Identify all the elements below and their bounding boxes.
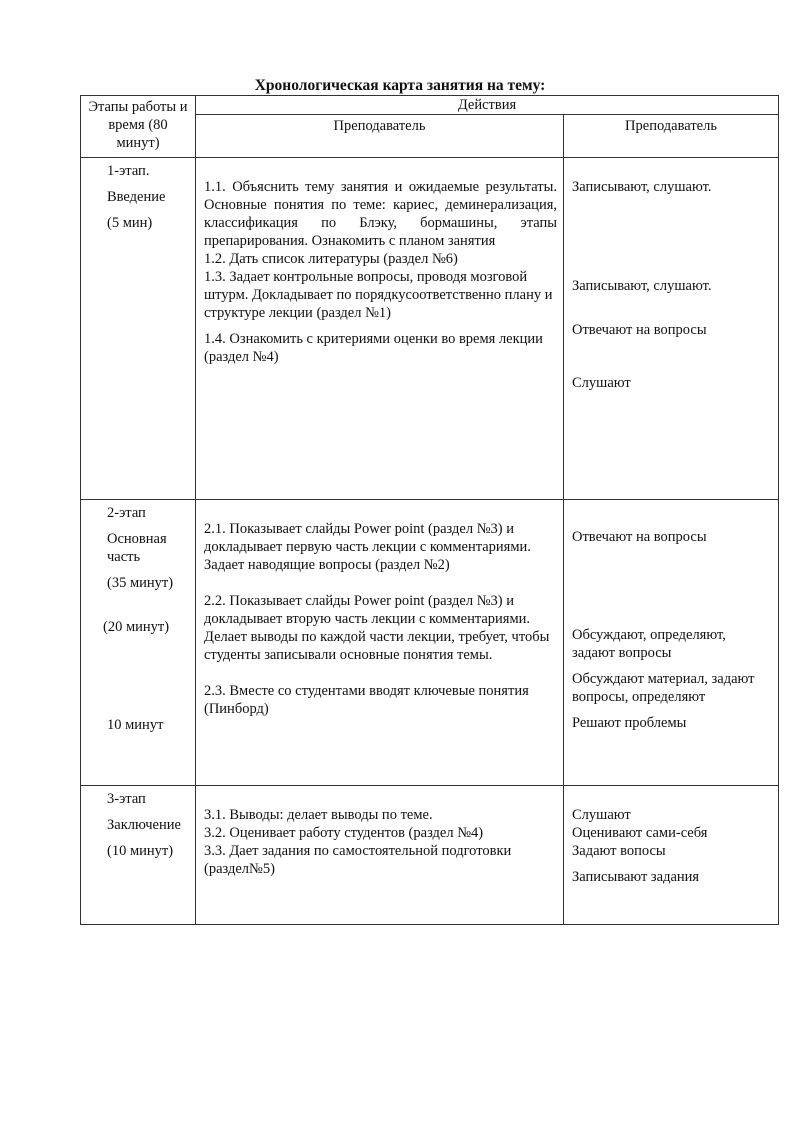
- stud2-3: Обсуждают материал, задают вопросы, определяют: [572, 671, 755, 705]
- stage2-student-cell: [564, 500, 779, 786]
- act-2-3: 2.3. Вместе со студентами вводят ключевые понятия (Пинборд): [204, 683, 529, 717]
- stage2-name: 2-этап: [107, 505, 146, 521]
- header-teacher: Преподаватель: [196, 115, 564, 158]
- stud2-2: Обсуждают, определяют, задают вопросы: [572, 627, 726, 661]
- stud3-4: Записывают задания: [572, 869, 700, 885]
- stud1-1: Записывают, слушают.: [572, 179, 712, 195]
- stud2-4: Решают проблемы: [572, 715, 687, 731]
- stage3-title: Заключение: [107, 817, 181, 833]
- stud3-2: Оценивают сами-себя: [572, 825, 708, 841]
- act-1-4: 1.4. Ознакомить с критериями оценки во время лекции (раздел №4): [204, 331, 543, 365]
- stage2-time2: (20 минут): [103, 619, 170, 635]
- act-1-1: 1.1. Объяснить тему занятия и ожидаемые результаты. Основные понятия по теме: кариес, деминерализация, классификация по Блэку, бормашины, этапы препарирования. Ознакомить с планом занятия: [204, 179, 557, 249]
- stud2-1: Отвечают на вопросы: [572, 529, 707, 545]
- stud1-4: Слушают: [572, 375, 631, 391]
- table-row: [81, 786, 779, 925]
- header-stages: Этапы работы и время (80 минут): [81, 96, 196, 158]
- stage2-cell: [81, 500, 196, 786]
- stage1-cell: [81, 158, 196, 500]
- stage1-student-cell: [564, 158, 779, 500]
- table-row: [81, 500, 779, 786]
- stud1-2: Записывают, слушают.: [572, 278, 712, 294]
- act-2-2: 2.2. Показывает слайды Power point (раздел №3) и докладывает вторую часть лекции с комментариями. Делает выводы по каждой части лекции, требует, чтобы студенты записывали основные понятия темы.: [204, 593, 550, 663]
- stage3-student-cell: [564, 786, 779, 925]
- stage3-teacher-cell: [196, 786, 564, 925]
- stage2-teacher-cell: [196, 500, 564, 786]
- stage1-time: (5 мин): [107, 215, 153, 231]
- stage2-time: (35 минут): [107, 575, 174, 591]
- stage1-teacher-cell: [196, 158, 564, 500]
- stage3-name: 3-этап: [107, 791, 146, 807]
- document-title: Хронологическая карта занятия на тему:: [254, 77, 546, 94]
- act-1-2: 1.2. Дать список литературы (раздел №6): [204, 251, 458, 267]
- stage3-cell: [81, 786, 196, 925]
- stud1-3: Отвечают на вопросы: [572, 322, 707, 338]
- header-actions: Действия: [196, 96, 779, 115]
- stud3-3: Задают вопосы: [572, 843, 666, 859]
- act-3-1: 3.1. Выводы: делает выводы по теме.: [204, 807, 433, 823]
- stud3-1: Слушают: [572, 807, 631, 823]
- act-3-3: 3.3. Дает задания по самостоятельной подготовки (раздел№5): [204, 843, 512, 877]
- stage1-name: 1-этап.: [107, 163, 150, 179]
- act-3-2: 3.2. Оценивает работу студентов (раздел №4): [204, 825, 484, 841]
- stage2-title: Основная часть: [107, 531, 167, 565]
- act-1-3: 1.3. Задает контрольные вопросы, проводя мозговой штурм. Докладывает по порядкусоответственно плану и структуре лекции (раздел №1): [204, 269, 553, 321]
- stage2-time3: 10 минут: [107, 717, 164, 733]
- act-2-1: 2.1. Показывает слайды Power point (раздел №3) и докладывает первую часть лекции с комментариями. Задает наводящие вопросы (раздел №2): [204, 521, 531, 573]
- stage1-title: Введение: [107, 189, 166, 205]
- table-row: [81, 158, 779, 500]
- header-student: Преподаватель: [564, 115, 779, 158]
- stage3-time: (10 минут): [107, 843, 174, 859]
- chronology-table: [80, 95, 779, 925]
